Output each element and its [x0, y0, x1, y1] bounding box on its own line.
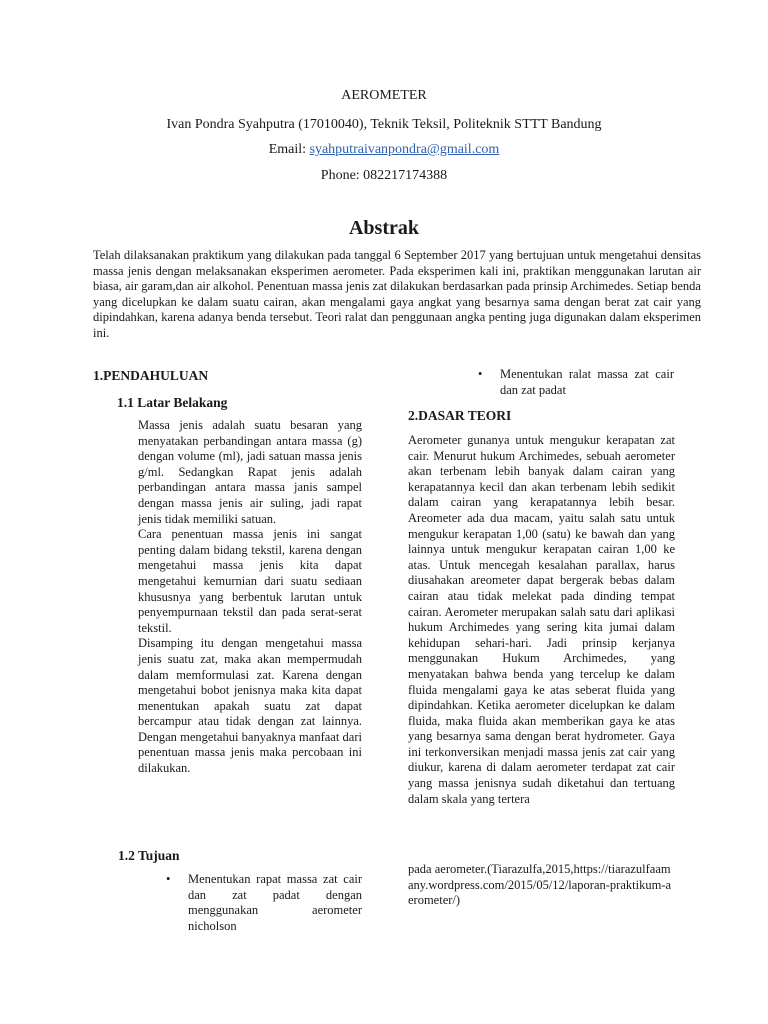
subsection-tujuan: 1.2 Tujuan — [118, 848, 180, 863]
abstract-title: Abstrak — [348, 217, 419, 239]
dasar-teori-body: Aerometer gunanya untuk mengukur kerapatan zat cair. Menurut hukum Archimedes, sebuah aerometer akan terbenam lebih banyak dalam cairan yang kerapatannya kecil dan akan terbenam lebih sedikit dalam cairan yang kerapatannya lebih besar. Areometer ada dua macam, yaitu salah satu untuk mengukur kerapatan 1,00 (satu) ke bawah dan yang lainnya untuk mengukur kerapatan cairan 1,00 ke atas. Untuk mencegah kesalahan parallax, harus diusahakan areometer dapat bergerak bebas dalam cairan atau tidak melekat pada dinding tempat cairan. Aerometer merupakan salah satu dari aplikasi hukum Archimedes yang sering kita jumai dalam kehidupan sehari-hari. Jadi prinsip kerjanya menggunakan Hukum Archimedes, yang menyatakan bahwa benda yang tercelup ke dalam fluida mengalami gaya ke atas seberat fluida yang dipindahkan. Ketika aerometer dicelupkan ke dalam fluida, maka fluida akan memberikan gaya ke atas yang besarnya sama dengan berat hydrometer. Gaya ini terkonversikan menjadi massa jenis zat cair yang diukur, karena di dalam aerometer terdapat zat cair yang massa jenisnya sudah diketahui dan tertuang dalam skala yang tertera — [408, 433, 675, 806]
author-line: Ivan Pondra Syahputra (17010040), Teknik Teksil, Politeknik STTT Bandung — [166, 117, 602, 132]
dasar-teori-citation: pada aerometer.(Tiarazulfa,2015,https://tiarazulfaamany.wordpress.com/2015/05/12/laporan-praktikum-aerometer/) — [408, 862, 672, 908]
bullet-dot-icon: • — [166, 872, 171, 886]
email-link[interactable]: syahputraivanpondra@gmail.com — [309, 142, 500, 157]
paper-title: AEROMETER — [341, 88, 427, 103]
tujuan-bullet-1 — [166, 872, 362, 934]
tujuan-bullet-1-text: Menentukan rapat massa zat cair dan zat padat dengan menggunakan aerometer nicholson — [188, 872, 362, 933]
latar-belakang-body — [138, 418, 362, 777]
abstract-text: Telah dilaksanakan praktikum yang dilakukan pada tanggal 6 September 2017 yang bertujuan untuk mengetahui densitas massa jenis dengan melaksanakan eksperimen aerometer. Pada eksperimen kali ini, praktikan menggunakan larutan air biasa, air garam,dan air alkohol. Penentuan massa jenis zat dilakukan berdasarkan pada prinsip Archimedes. Setiap benda yang dicelupkan ke dalam suatu cairan, akan mengalami gaya angkat yang besarnya sama dengan berat zat cair yang dipindahkan, karena adanya benda tersebut. Teori ralat dan penggunaan angka penting juga digunakan dalam eksperimen ini. — [93, 248, 701, 340]
email-line — [0, 142, 768, 158]
section-dasar-teori: 2.DASAR TEORI — [408, 408, 512, 423]
tujuan-bullet-2-text: Menentukan ralat massa zat cair dan zat padat — [500, 367, 674, 397]
latar-belakang-para-2: Cara penentuan massa jenis ini sangat penting dalam bidang tekstil, karena dengan mengetahui massa jenis kita dapat mengetahui kemurnian dari suatu sediaan khususnya yang berbentuk larutan untuk penyempurnaan tekstil dan pada serat-serat tekstil. — [138, 527, 362, 635]
phone-line: Phone: 082217174388 — [320, 168, 448, 183]
latar-belakang-para-1: Massa jenis adalah suatu besaran yang menyatakan perbandingan antara massa (g) dengan volume (ml), jadi satuan massa jenis g/ml. Sedangkan Rapat jenis adalah perbandingan antara massa janis sampel dengan massa jenis air suling, jadi rapat jenis tidak memiliki satuan. — [138, 418, 362, 526]
bullet-dot-icon: • — [478, 367, 483, 381]
tujuan-bullet-2 — [478, 367, 674, 398]
latar-belakang-para-3: Disamping itu dengan mengetahui massa jenis suatu zat, maka akan mempermudah dalam memformulasi zat. Karena dengan mengetahui bobot jenisnya maka kita dapat menentukan apakah suatu zat dapat bercampur atau tidak dengan zat lainnya. Dengan mengetahui banyaknya manfaat dari penentuan massa jenis maka percobaan ini dilakukan. — [138, 636, 362, 776]
subsection-latar-belakang: 1.1 Latar Belakang — [117, 395, 228, 410]
section-pendahuluan: 1.PENDAHULUAN — [93, 368, 209, 383]
email-label: Email: — [268, 142, 307, 157]
